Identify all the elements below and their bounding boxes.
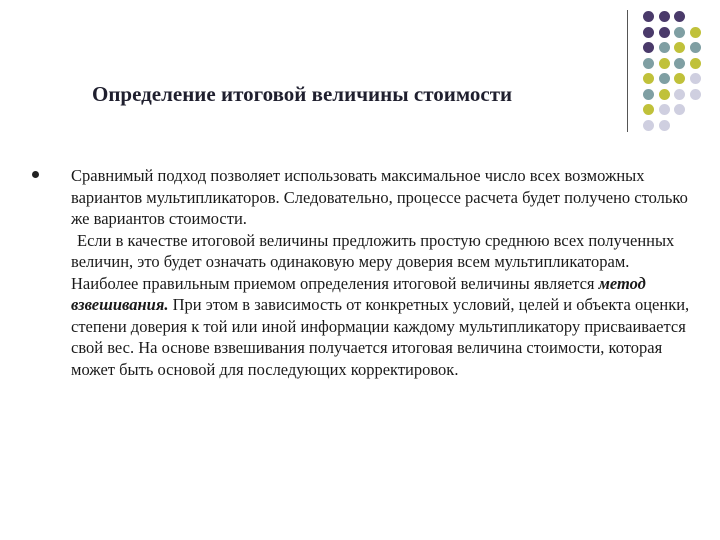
slide-title: Определение итоговой величины стоимости: [92, 82, 513, 106]
decorative-dot: [643, 27, 654, 38]
decorative-dot: [643, 120, 654, 131]
decorative-dot: [674, 42, 685, 53]
decorative-dot: [643, 58, 654, 69]
decorative-dot: [643, 89, 654, 100]
decorative-dot: [643, 11, 654, 22]
decorative-dot: [674, 27, 685, 38]
bullet-icon: [32, 171, 39, 178]
decorative-dot: [659, 27, 670, 38]
decorative-dot: [690, 73, 701, 84]
decorative-dot: [674, 58, 685, 69]
decorative-dot: [690, 42, 701, 53]
decorative-dot: [659, 58, 670, 69]
paragraph-2: [71, 230, 691, 381]
decorative-dot: [690, 89, 701, 100]
decorative-dot: [674, 104, 685, 115]
decorative-dot: [659, 42, 670, 53]
decorative-dot: [643, 104, 654, 115]
decorative-dot: [659, 73, 670, 84]
decorative-dot: [659, 104, 670, 115]
title-divider-line: [627, 10, 628, 132]
decorative-dot: [674, 11, 685, 22]
decorative-dot: [674, 89, 685, 100]
decorative-dot: [659, 120, 670, 131]
paragraph-1: Сравнимый подход позволяет использовать максимальное число всех возможных вариантов мультипликаторов. Следовательно, процессе расчета будет получено столько же вариантов стоимости.: [71, 166, 688, 228]
decorative-dot: [659, 11, 670, 22]
paragraph-2-text: Если в качестве итоговой величины предложить простую среднюю всех полученных величин, это будет означать одинаковую меру доверия всем мультипликаторам. Наиболее правильным приемом определения итоговой величины является: [71, 230, 675, 293]
decorative-dot: [659, 89, 670, 100]
slide-body: [71, 165, 691, 380]
decorative-dot: [643, 42, 654, 53]
decorative-dot: [643, 73, 654, 84]
decorative-dot: [690, 27, 701, 38]
decorative-dot: [690, 58, 701, 69]
decorative-dot: [674, 73, 685, 84]
method-emphasis: метод взвешивания.: [71, 273, 646, 314]
paragraph-2-tail: При этом в зависимость от конкретных условий, целей и объекта оценки, степени доверия к той или иной информации каждому мультипликатору присваивается свой вес. На основе взвешивания получается итоговая величина стоимости, которая может быть основой для последующих корректировок.: [71, 295, 690, 379]
